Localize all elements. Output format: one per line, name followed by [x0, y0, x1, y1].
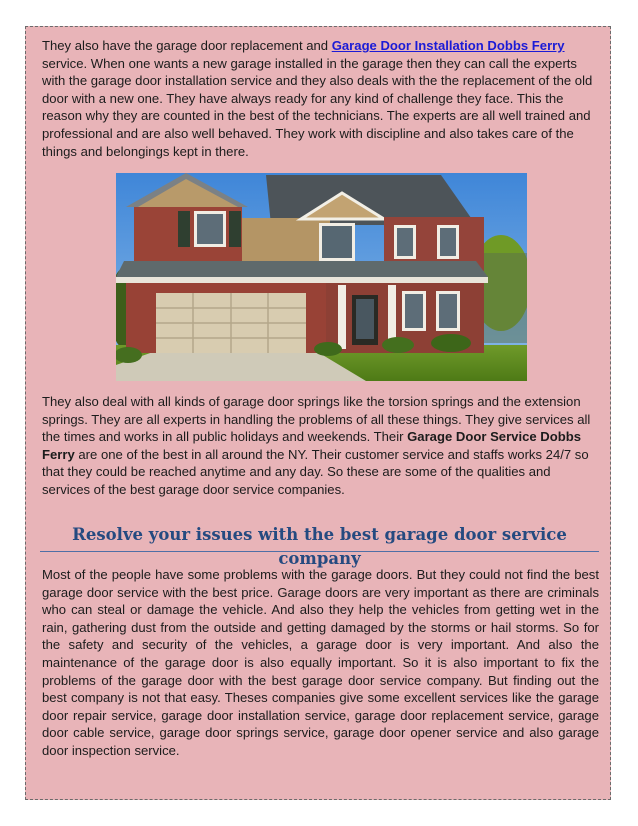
paragraph-springs — [42, 393, 599, 499]
paragraph-service-company: Most of the people have some problems with the garage doors. But they could not find the best garage door service with the best price. Garage doors are very important as there are criminals who can steal or damage the vehicle. And also they help the vehicles from getting wet in the rain, gathering dust from the outside and getting damaged by the storms or hail storms. So for the safety and security of the vehicles, a garage door is very important. And also the maintenance of the garage door is also equally important. So it is also important to fix the problems of the garage door with the best garage door service company. But finding out the best company is not that easy. Theses companies give some excellent services like the garage door repair service, garage door installation service, garage door replacement service, garage door cable service, garage door springs service, garage door opener service and also garage door inspection service. — [42, 567, 599, 758]
paragraph-springs-text-start: They also deal with all kinds of garage door springs like the torsion springs and the extension springs. They are all experts in handling the problems of all these things. They give services all the times and works in all public holidays and weekends. Their — [42, 394, 591, 445]
paragraph-installation-text-end: service. When one wants a new garage installed in the garage then they can call the experts with the garage door installation service and they also deals with the the replacement of the old door with a new one. They have always ready for any kind of challenge they face. This the reason why they are counted in the best of the technicians. The experts are all well trained and professional and are also well behaved. They work with discipline and also takes care of the things and belongings kept in there. — [42, 55, 593, 159]
service-keyword: Garage Door Service Dobbs Ferry — [42, 429, 582, 462]
installation-link[interactable]: Garage Door Installation Dobbs Ferry — [331, 38, 565, 53]
paragraph-springs-text-end: are one of the best in all around the NY. Their customer service and staffs works 24/7 so that they could be reached anytime and any day. So these are some of the qualities and services of the best garage door service companies. — [42, 446, 589, 497]
paragraph-installation-text-start: They also have the garage door replacement and — [42, 38, 332, 53]
document-page — [25, 26, 611, 800]
house-photo — [116, 173, 527, 381]
section-heading: Resolve your issues with the best garage door service company — [40, 523, 599, 552]
paragraph-installation — [42, 37, 599, 160]
